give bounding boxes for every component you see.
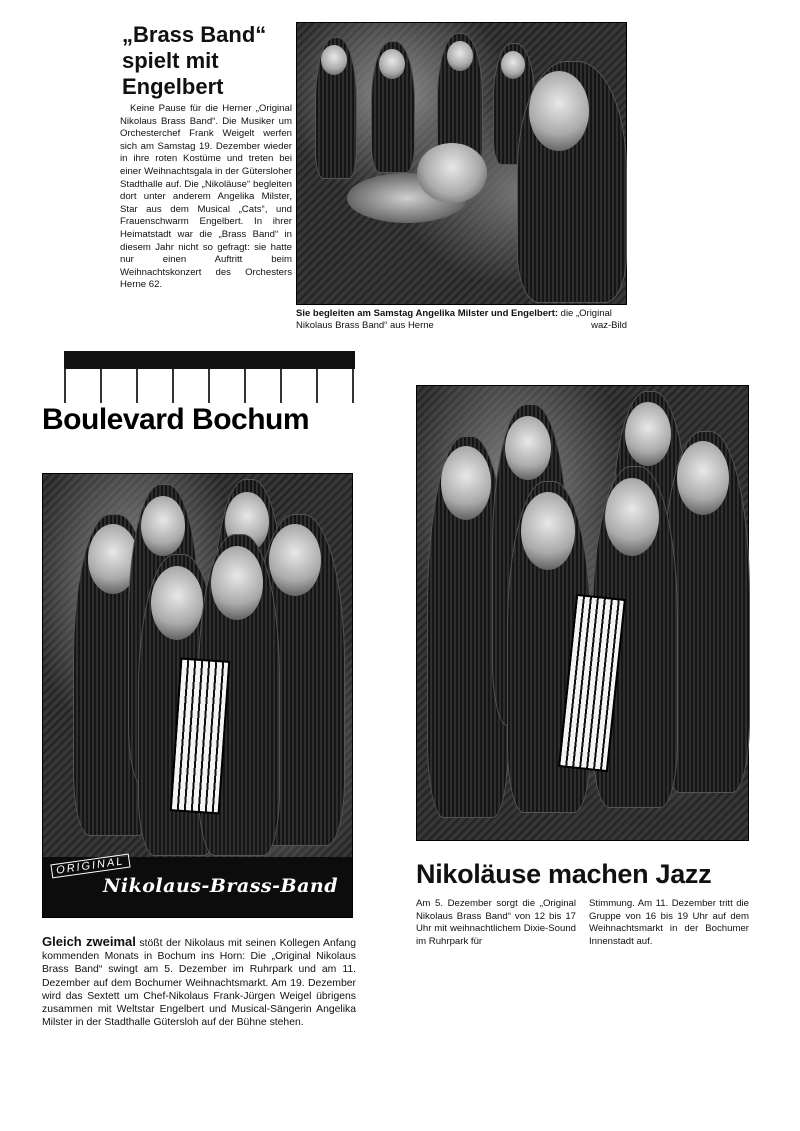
santa-face bbox=[447, 41, 473, 71]
drum bbox=[417, 143, 487, 203]
banner-title: Boulevard Bochum bbox=[42, 403, 310, 436]
santa-face bbox=[677, 441, 729, 515]
article2-lead: Gleich zweimal bbox=[42, 934, 136, 949]
drummer-face bbox=[529, 71, 589, 151]
santa-face bbox=[505, 416, 551, 480]
logo-original: ORIGINAL bbox=[50, 854, 130, 879]
article1-headline: „Brass Band“ spielt mit Engelbert bbox=[122, 22, 267, 99]
santa-face bbox=[441, 446, 491, 520]
article2-text: stößt der Nikolaus mit seinen Kollegen Anfang kommenden Monats in Bochum ins Horn: Die „Original Nikolaus Brass Band“ swingt am 5. Dezember im Ruhrpark und am 11. Dezember auf dem Bochumer Weihnachtsmarkt. Am 19. Dezember wird das Sextett um Chef-Nikolaus Frank-Jürgen Weigel übrigens zusammen mit Weltstar Engelbert und Musical-Sängerin Angelika Milster in der Stadthalle Gütersloh auf der Bühne stehen. bbox=[42, 938, 356, 1029]
article1-caption bbox=[296, 308, 627, 332]
santa-face bbox=[605, 478, 659, 556]
article1-photo bbox=[296, 22, 627, 305]
banner-illustration bbox=[42, 369, 355, 403]
santa-face bbox=[521, 492, 575, 570]
santa-face bbox=[269, 524, 321, 596]
santa-face bbox=[151, 566, 203, 640]
article1-body: Keine Pause für die Herner „Original Nikolaus Brass Band“. Die Musiker um Orchesterchef Frank Weigelt werfen sich am Samstag 19. Dezember wieder in ihre roten Kostüme und treten bei einer Weihnachtsgala in der Gütersloher Stadthalle auf. Die „Nikoläuse“ begleiten dort unter anderem Angelika Milster, Star aus dem Musical „Cats“, und Frauenschwarm Engelbert. In ihrer Heimatstadt war die „Brass Band“ in diesem Jahr nicht so gefragt: sie hatte nur einen Auftritt beim Weihnachtskonzert des Orchesters Herne 62. bbox=[120, 103, 292, 291]
santa-face bbox=[211, 546, 263, 620]
band-logo bbox=[43, 857, 352, 917]
keytar bbox=[170, 657, 231, 814]
caption-rest: die „Original Nikolaus Brass Band“ aus Herne bbox=[296, 308, 612, 331]
santa-face bbox=[501, 51, 525, 79]
article3-column-2: Stimmung. Am 11. Dezember tritt die Gruppe von 16 bis 19 Uhr auf dem Weihnachtsmarkt in der Bochumer Innenstadt auf. bbox=[589, 898, 749, 947]
caption-bold: Sie begleiten am Samstag Angelika Milster und Engelbert: bbox=[296, 308, 559, 319]
santa-face bbox=[379, 49, 405, 79]
santa-face bbox=[141, 496, 185, 556]
article3-headline: Nikoläuse machen Jazz bbox=[416, 859, 712, 889]
article3-column-1: Am 5. Dezember sorgt die „Original Nikolaus Brass Band“ von 12 bis 17 Uhr mit weihnachtlichem Dixie-Sound im Ruhrpark für bbox=[416, 898, 576, 947]
photo-credit: waz-Bild bbox=[591, 320, 627, 331]
article2-photo bbox=[42, 473, 353, 918]
santa-face bbox=[321, 45, 347, 75]
banner-strip bbox=[64, 351, 355, 369]
article3-photo bbox=[416, 385, 749, 841]
logo-name: Nikolaus-Brass-Band bbox=[103, 875, 338, 897]
santa-face bbox=[625, 402, 671, 466]
article2-body bbox=[42, 935, 356, 1029]
boulevard-banner bbox=[42, 351, 355, 439]
